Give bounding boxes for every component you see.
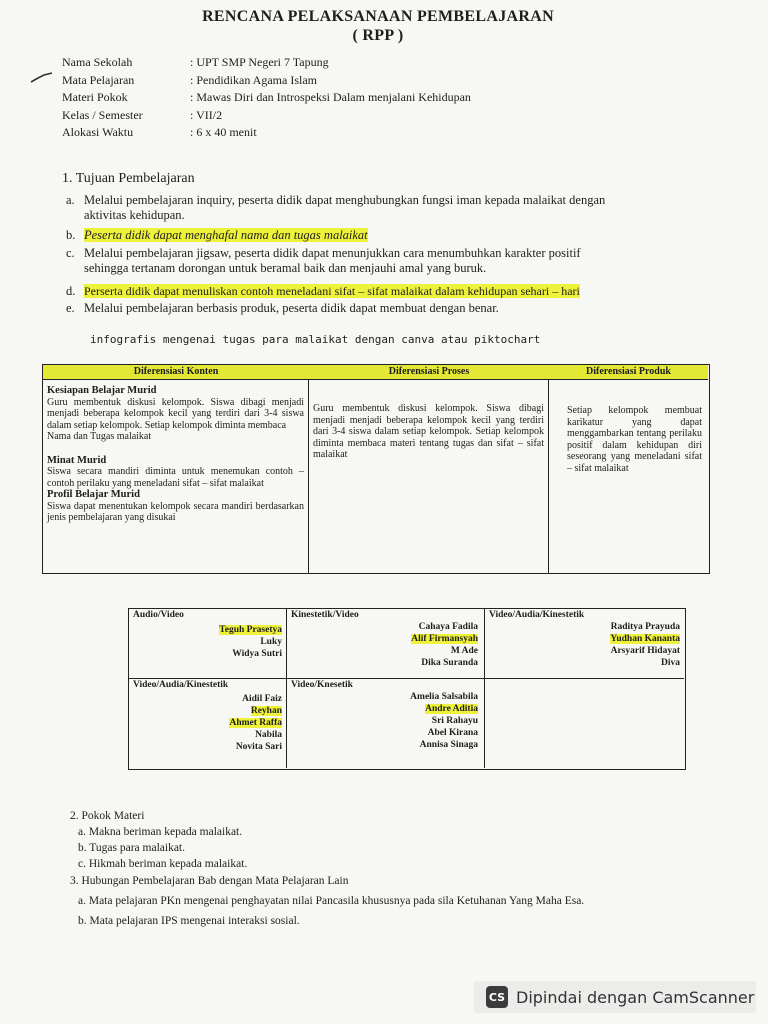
hubungan-section xyxy=(70,873,584,929)
group-cell xyxy=(129,609,287,679)
konten-subheading: Kesiapan Belajar Murid xyxy=(47,385,157,396)
meta-row xyxy=(62,89,471,107)
pen-mark-icon xyxy=(30,72,54,84)
group-cell xyxy=(129,679,287,768)
meta-label: Materi Pokok xyxy=(62,90,128,104)
identity-block xyxy=(62,54,471,142)
objective-text: Melalui pembelajaran jigsaw, peserta didik dapat menunjukkan cara menumbuhkan karakter positif xyxy=(84,246,581,260)
table-header: Diferensiasi Produk xyxy=(549,365,708,380)
group-title: Audio/Video xyxy=(133,610,184,620)
list-item: a. Makna beriman kepada malaikat. xyxy=(78,826,243,838)
objective-text-cont: aktivitas kehidupan. xyxy=(84,208,185,222)
student-name-highlighted: Alif Firmansyah xyxy=(411,634,478,644)
meta-row xyxy=(62,72,471,90)
group-title: Video/Audia/Kinestetik xyxy=(489,610,585,620)
document-subtitle: ( RPP ) xyxy=(352,27,404,44)
objective-item xyxy=(66,228,696,243)
pokok-materi-section xyxy=(70,808,247,872)
meta-row xyxy=(62,124,471,142)
proses-cell xyxy=(309,379,549,573)
group-table xyxy=(128,608,686,770)
objective-item xyxy=(66,246,696,276)
student-name-highlighted: Yudhan Kananta xyxy=(610,634,680,644)
list-item: c. Hikmah beriman kepada malaikat. xyxy=(78,858,248,870)
student-name-highlighted: Ahmet Raffa xyxy=(229,718,282,728)
student-name-highlighted: Reyhan xyxy=(250,706,282,716)
student-name: Nabila xyxy=(255,730,282,740)
table-header: Diferensiasi Konten xyxy=(43,365,310,380)
objective-letter: a. xyxy=(66,193,75,207)
table-header: Diferensiasi Proses xyxy=(309,365,550,380)
objective-text: Melalui pembelajaran inquiry, peserta didik dapat menghubungkan fungsi iman kepada malaikat dengan xyxy=(84,193,606,207)
objective-letter: e. xyxy=(66,301,75,315)
group-title: Video/Knesetik xyxy=(291,680,353,690)
student-name: Cahaya Fadila xyxy=(418,622,478,632)
konten-cell xyxy=(43,379,309,573)
group-cell xyxy=(485,609,684,679)
objective-text: Melalui pembelajaran berbasis produk, peserta didik dapat membuat dengan benar. xyxy=(84,301,499,315)
group-cell-empty xyxy=(485,679,684,768)
meta-value: : 6 x 40 menit xyxy=(190,125,257,139)
list-item: a. Mata pelajaran PKn mengenai penghayatan nilai Pancasila khususnya pada sila Ketuhanan Yang Maha Esa. xyxy=(78,895,585,907)
group-names xyxy=(133,693,282,753)
objective-letter: c. xyxy=(66,246,75,260)
konten-subheading: Profil Belajar Murid xyxy=(47,489,140,500)
student-name: Raditya Prayuda xyxy=(610,622,680,632)
group-cell xyxy=(287,679,485,768)
meta-label: Alokasi Waktu xyxy=(62,125,134,139)
student-name: Amelia Salsabila xyxy=(410,692,478,702)
student-name: Diva xyxy=(661,658,680,668)
student-name-highlighted: Teguh Prasetya xyxy=(219,625,282,635)
camscanner-watermark xyxy=(474,981,756,1013)
meta-label: Mata Pelajaran xyxy=(62,72,135,87)
student-name: Sri Rahayu xyxy=(431,716,478,726)
meta-row xyxy=(62,107,471,125)
objective-item xyxy=(66,284,716,299)
document-title: RENCANA PELAKSANAAN PEMBELAJARAN xyxy=(202,8,554,25)
objective-item xyxy=(66,193,696,223)
group-names xyxy=(133,624,282,660)
objective-letter: b. xyxy=(66,228,76,242)
section-heading-hubungan: 3. Hubungan Pembelajaran Bab dengan Mata Pelajaran Lain xyxy=(70,875,349,887)
meta-value: : UPT SMP Negeri 7 Tapung xyxy=(190,55,329,69)
list-item: b. Mata pelajaran IPS mengenai interaksi sosial. xyxy=(78,915,300,927)
objective-note: infografis mengenai tugas para malaikat dengan canva atau piktochart xyxy=(90,333,541,346)
objective-item xyxy=(66,301,696,316)
konten-subheading: Minat Murid xyxy=(47,454,107,466)
list-item: b. Tugas para malaikat. xyxy=(78,842,185,854)
student-name: Annisa Sinaga xyxy=(419,740,478,750)
student-name: Aidil Faiz xyxy=(242,694,282,704)
section-heading-tujuan: 1. Tujuan Pembelajaran xyxy=(62,171,195,186)
produk-cell xyxy=(549,379,708,573)
objective-text-highlighted: Peserta didik dapat menghafal nama dan tugas malaikat xyxy=(84,228,368,242)
meta-value: : Pendidikan Agama Islam xyxy=(190,72,317,87)
objective-text-cont: sehingga tertanam dorongan untuk beramal baik dan menjauhi amal yang buruk. xyxy=(84,261,487,275)
watermark-text: Dipindai dengan CamScanner xyxy=(516,987,755,1007)
meta-row xyxy=(62,54,471,72)
objective-letter: d. xyxy=(66,284,76,298)
meta-label: Nama Sekolah xyxy=(62,55,133,69)
student-name: Widya Sutri xyxy=(232,649,282,659)
group-names xyxy=(489,621,680,669)
objective-text-highlighted: Perserta didik dapat menuliskan contoh meneladani sifat – sifat malaikat dalam kehidupan sehari – hari xyxy=(84,284,580,298)
group-title: Kinestetik/Video xyxy=(291,610,359,620)
section-heading-pokok: 2. Pokok Materi xyxy=(70,810,145,822)
proses-text: Guru membentuk diskusi kelompok. Siswa dibagi menjadi menjadi beberapa kelompok kecil yang terdiri dari 3-4 siswa dalam setiap kelompok. Setiap kelompok diminta membaca materi tentang tugas dan sifat – sifat malaikat xyxy=(313,403,544,460)
student-name: Dika Suranda xyxy=(421,658,478,668)
konten-text: Nama dan Tugas malaikat xyxy=(47,431,152,442)
camscanner-icon: CS xyxy=(486,986,508,1008)
group-title: Video/Audia/Kinestetik xyxy=(133,680,229,690)
konten-text: Siswa secara mandiri diminta untuk menemukan contoh – contoh perilaku yang meneladani sifat – sifat malaikat xyxy=(47,466,304,489)
student-name: Novita Sari xyxy=(235,742,282,752)
produk-text: Setiap kelompok membuat karikatur yang dapat menggambarkan tentang perilaku positif dalam kehidupan diri seseorang yang meneladani sifat – sifat malaikat xyxy=(567,405,702,474)
differentiation-table xyxy=(42,364,710,574)
student-name: M Ade xyxy=(450,646,478,656)
meta-value: : VII/2 xyxy=(190,107,223,122)
meta-label: Kelas / Semester xyxy=(62,107,143,122)
group-cell xyxy=(287,609,485,679)
student-name: Arsyarif Hidayat xyxy=(610,646,680,656)
group-names xyxy=(291,621,480,669)
student-name: Abel Kirana xyxy=(427,728,478,738)
group-names xyxy=(291,691,480,751)
student-name-highlighted: Andre Aditia xyxy=(425,704,478,714)
konten-text: Siswa dapat menentukan kelompok secara mandiri berdasarkan jenis pembelajaran yang disukai xyxy=(47,500,304,523)
konten-text: Guru membentuk diskusi kelompok. Siswa dibagi menjadi menjadi beberapa kelompok kecil yang terdiri dari 3-4 siswa dalam setiap kelompok. Setiap kelompok diminta membaca xyxy=(47,396,304,431)
meta-value: : Mawas Diri dan Introspeksi Dalam menjalani Kehidupan xyxy=(190,90,471,104)
student-name: Luky xyxy=(260,637,282,647)
